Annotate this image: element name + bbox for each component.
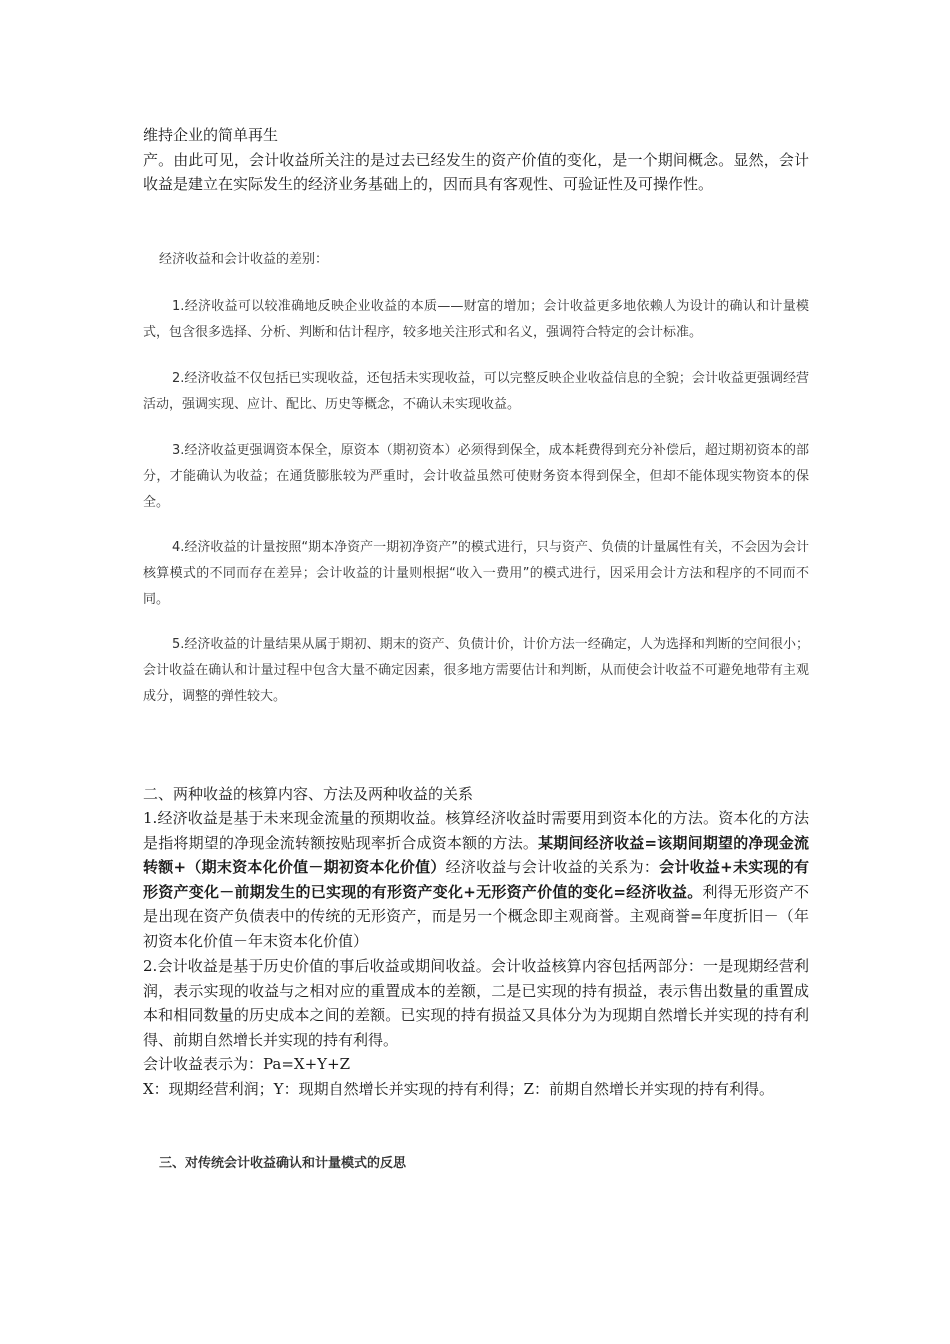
differences-heading: 经济收益和会计收益的差别：	[159, 252, 329, 267]
section2-paragraph-1	[143, 806, 809, 954]
intro-paragraph	[143, 123, 809, 197]
intro-text: 产。由此可见，会计收益所关注的是过去已经发生的资产价值的变化，是一个期间概念。显然，会计收益是建立在实际发生的经济业务基础上的，因而具有客观性、可验证性及可操作性。	[143, 150, 809, 194]
p1-text-e: 利得无形资产不是出现在资产负债表中的传统的无形资产，而是另一个概念即主观商誉。主观商誉=年度折旧－（年初资本化价值－年末资本化价值）	[143, 882, 809, 950]
difference-item-3: 3.经济收益更强调资本保全，原资本（期初资本）必须得到保全，成本耗费得到充分补偿后，超过期初资本的部分，才能确认为收益；在通货膨胀较为严重时，会计收益虽然可使财务资本得到保全，但却不能体现实物资本的保全。	[143, 443, 809, 510]
difference-item-2: 2.经济收益不仅包括已实现收益，还包括未实现收益，可以完整反映企业收益信息的全貌；会计收益更强调经营活动，强调实现、应计、配比、历史等概念，不确认未实现收益。	[143, 371, 809, 412]
economic-income-formula: 某期间经济收益=该期间期望的净现金流转额+（期末资本化价值－期初资本化价值）	[143, 833, 809, 877]
p1-text-c: 经济收益与会计收益的关系为：	[445, 858, 660, 877]
accounting-income-formula: 会计收益表示为：Pa=X+Y+Z	[143, 1055, 351, 1073]
p1-text-a: 1.经济收益是基于未来现金流量的预期收益。核算经济收益时需要用到资本化的方法。资本化的方法是指将期望的净现金流转额按贴现率折合成资本额的方法。	[143, 809, 809, 852]
section2-paragraph-2: 2.会计收益是基于历史价值的事后收益或期间收益。会计收益核算内容包括两部分：一是现期经营利润，表示实现的收益与之相对应的重置成本的差额，二是已实现的持有损益，表示售出数量的重置成本和相同数量的历史成本之间的差额。已实现的持有损益又具体分为为现期自然增长并实现的持有利得、前期自然增长并实现的持有利得。	[143, 957, 809, 1049]
difference-item-5: 5.经济收益的计量结果从属于期初、期末的资产、负债计价，计价方法一经确定，人为选择和判断的空间很小；会计收益在确认和计量过程中包含大量不确定因素，很多地方需要估计和判断，从而使会计收益不可避免地带有主观成分，调整的弹性较大。	[143, 637, 809, 704]
relationship-formula: 会计收益+未实现的有形资产变化－前期发生的已实现的有形资产变化+无形资产价值的变化=经济收益。	[143, 858, 809, 901]
formula-legend: X：现期经营利润；Y：现期自然增长并实现的持有利得；Z：前期自然增长并实现的持有利得。	[143, 1080, 775, 1098]
intro-line1: 维持企业的简单再生	[143, 126, 279, 144]
difference-item-4: 4.经济收益的计量按照“期本净资产一期初净资产”的模式进行，只与资产、负债的计量属性有关，不会因为会计核算模式的不同而存在差异；会计收益的计量则根据“收入一费用”的模式进行，因采用会计方法和程序的不同而不同。	[143, 540, 809, 607]
section3-heading: 三、对传统会计收益确认和计量模式的反思	[159, 1156, 407, 1171]
difference-item-1: 1.经济收益可以较准确地反映企业收益的本质——财富的增加；会计收益更多地依赖人为设计的确认和计量模式，包含很多选择、分析、判断和估计程序，较多地关注形式和名义，强调符合特定的会计标准。	[143, 299, 809, 340]
section2-heading: 二、两种收益的核算内容、方法及两种收益的关系	[143, 785, 474, 803]
